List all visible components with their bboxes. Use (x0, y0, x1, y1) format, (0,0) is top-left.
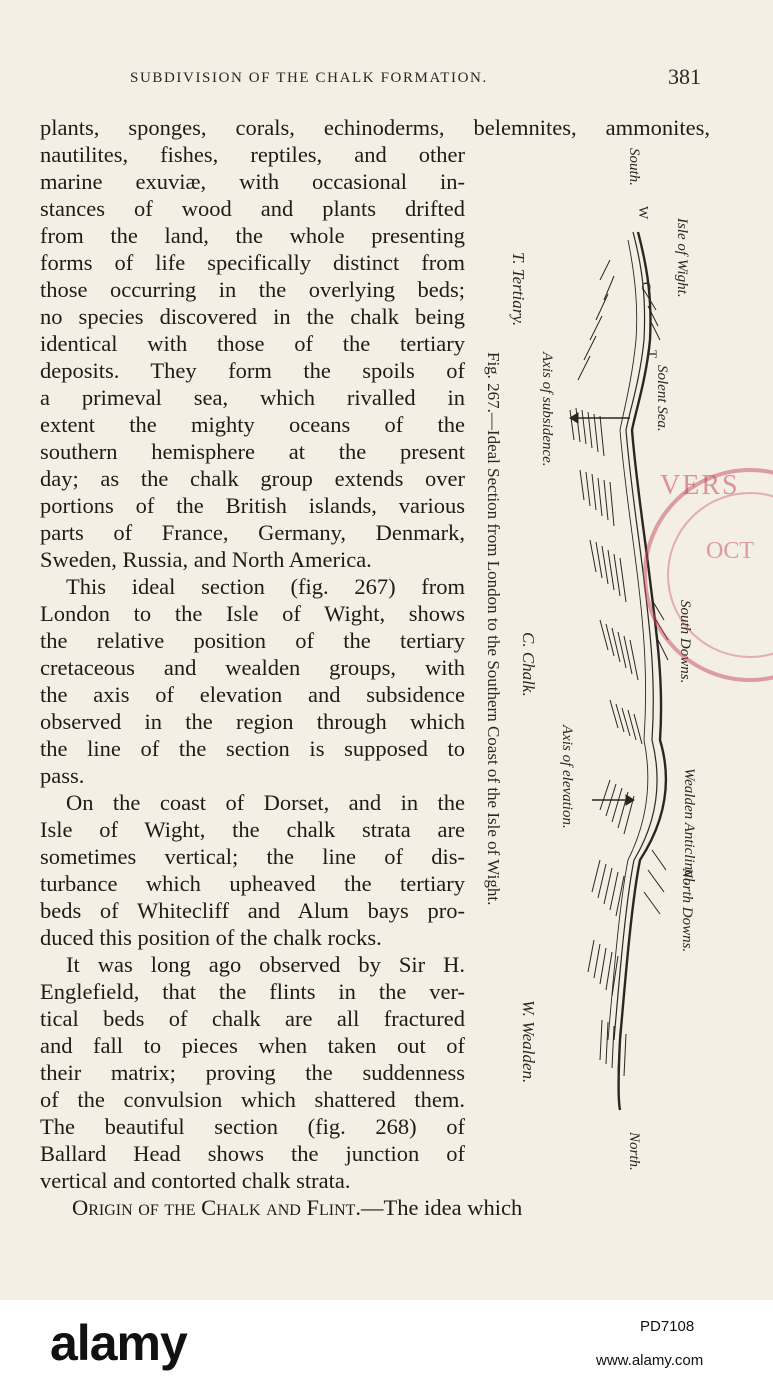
watermark-footer (0, 1300, 773, 1390)
brand-logo: alamy (50, 1315, 187, 1371)
text-line: of the convulsion which shattered them. (40, 1087, 465, 1112)
text-line: the relative position of the tertiary (40, 628, 465, 653)
label-c: C (639, 282, 654, 291)
text-line: southern hemisphere at the present (40, 439, 465, 464)
text-line: beds of Whitecliff and Alum bays pro- (40, 898, 465, 923)
label-south: South. (626, 148, 642, 186)
legend-chalk: C. Chalk. (519, 632, 538, 697)
legend-tertiary: T. Tertiary. (509, 252, 528, 327)
text-line: portions of the British islands, various (40, 493, 465, 518)
legend-wealden: W. Wealden. (519, 1000, 538, 1084)
text-line: marine exuviæ, with occasional in- (40, 169, 465, 194)
text-line: pass. (40, 763, 85, 788)
text-line: from the land, the whole presenting (40, 223, 465, 248)
text-line: Sweden, Russia, and North America. (40, 547, 372, 572)
label-t: T (645, 350, 660, 358)
text-line: plants, sponges, corals, echinoderms, belemnites, ammonites, (40, 115, 710, 140)
text-line: Englefield, that the flints in the ver- (40, 979, 465, 1004)
text-line: identical with those of the tertiary (40, 331, 465, 356)
running-head: SUBDIVISION OF THE CHALK FORMATION. (130, 70, 488, 86)
text-line: It was long ago observed by Sir H. (66, 952, 465, 977)
text-line: and fall to pieces when taken out of (40, 1033, 465, 1058)
section-heading-text: —The idea which (361, 1195, 523, 1220)
text-line: duced this position of the chalk rocks. (40, 925, 382, 950)
label-north: North. (626, 1132, 642, 1171)
stamp-text: VERS (660, 470, 740, 501)
text-line: nautilites, fishes, reptiles, and other (40, 142, 465, 167)
text-line: London to the Isle of Wight, shows (40, 601, 465, 626)
label-axis-of-elevation: Axis of elevation. (559, 725, 575, 829)
page-number: 381 (668, 64, 701, 89)
text-line: cretaceous and wealden groups, with (40, 655, 465, 680)
text-line: deposits. They form the spoils of (40, 358, 465, 383)
label-solent-sea: Solent Sea. (654, 365, 670, 432)
text-line: Isle of Wight, the chalk strata are (40, 817, 465, 842)
text-line: vertical and contorted chalk strata. (40, 1168, 351, 1193)
text-line: sometimes vertical; the line of dis- (40, 844, 465, 869)
text-line: those occurring in the overlying beds; (40, 277, 465, 302)
section-heading-line (40, 1195, 710, 1221)
text-line: a primeval sea, which rivalled in (40, 385, 465, 410)
text-line: observed in the region through which (40, 709, 465, 734)
image-id: PD7108 (640, 1318, 695, 1335)
text-line: forms of life specifically distinct from (40, 250, 465, 275)
text-line: the line of the section is supposed to (40, 736, 465, 761)
text-line: parts of France, Germany, Denmark, (40, 520, 465, 545)
text-line: stances of wood and plants drifted (40, 196, 465, 221)
label-south-downs: South Downs. (677, 600, 693, 684)
figure-caption: Fig. 267.—Ideal Section from London to the Southern Coast of the Isle of Wight. (484, 352, 503, 906)
text-line: turbance which upheaved the tertiary (40, 871, 465, 896)
section-heading: Origin of the Chalk and Flint. (72, 1195, 362, 1220)
label-axis-of-subsidence: Axis of subsidence. (539, 352, 555, 467)
text-line: their matrix; proving the suddenness (40, 1060, 465, 1085)
text-line: tical beds of chalk are all fractured (40, 1006, 465, 1031)
text-line: On the coast of Dorset, and in the (66, 790, 465, 815)
text-line: Ballard Head shows the junction of (40, 1141, 465, 1166)
label-w: W (635, 206, 650, 220)
page-header (0, 64, 773, 96)
text-line: no species discovered in the chalk being (40, 304, 465, 329)
text-line: the axis of elevation and subsidence (40, 682, 465, 707)
text-line: day; as the chalk group extends over (40, 466, 465, 491)
text-line: extent the mighty oceans of the (40, 412, 465, 437)
site-url: www.alamy.com (596, 1352, 704, 1369)
label-isle-of-wight: Isle of Wight. (674, 218, 690, 298)
stamp-month: OCT (706, 538, 754, 564)
label-north-downs: North Downs. (679, 868, 695, 953)
label-wealden-anticlinal: Wealden Anticlinal. (681, 768, 697, 886)
text-line: This ideal section (fig. 267) from (66, 574, 465, 599)
text-line: The beautiful section (fig. 268) of (40, 1114, 465, 1139)
